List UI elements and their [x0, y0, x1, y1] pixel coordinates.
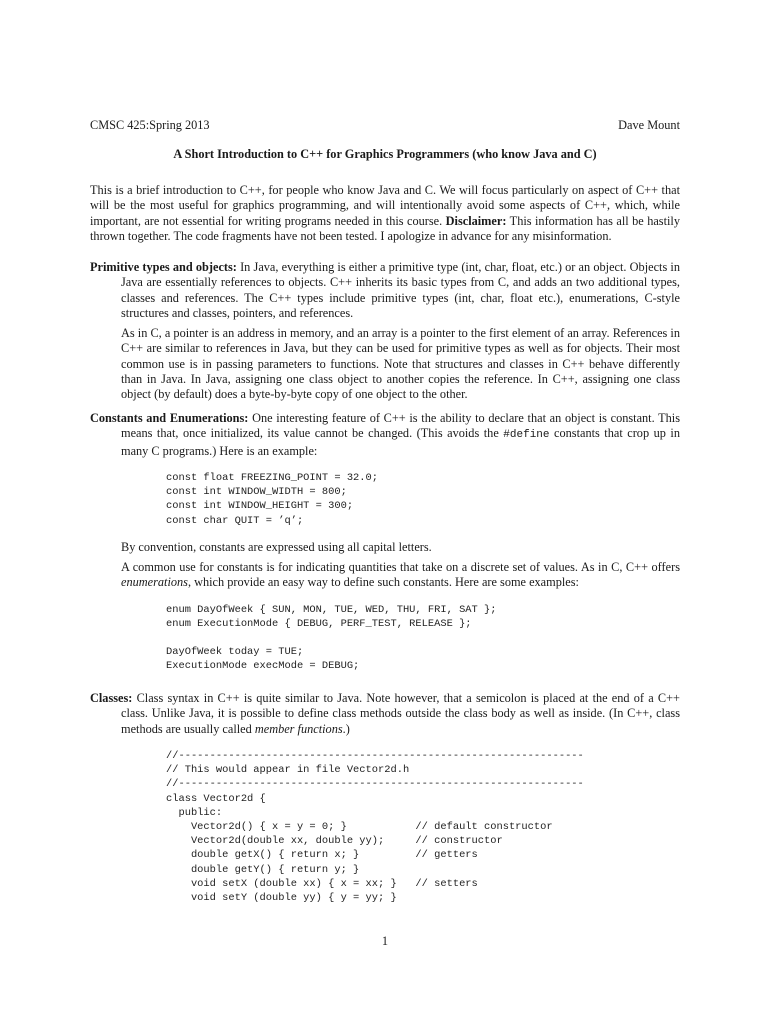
code-block-vector2d: //----------------------------------------------------------------- // This would appear in file Vector2d.h //----------------------------------------------------------------- class Vector2d { public: Vector2d() { x = y = 0; } // default constructor Vector2d(double xx, double yy); // constructor double getX() { return x; } // getters double getY() { return y; } void setX (double xx) { x = xx; } // setters void setY (double yy) { y = yy; } — [166, 749, 584, 904]
section-classes — [90, 691, 680, 917]
course-label: CMSC 425:Spring 2013 — [90, 118, 210, 132]
section-heading-constants: Constants and Enumerations: — [90, 411, 249, 425]
constants-paragraph-1: Constants and Enumerations: One interesting feature of C++ is the ability to declare that an object is constant. This means that, once initialized, its value cannot be changed. (This avoids the #define constants that crop up in many C programs.) Here is an example: — [90, 411, 680, 458]
code-block-constants: const float FREEZING_POINT = 32.0; const int WINDOW_WIDTH = 800; const int WINDOW_HEIGHT = 300; const char QUIT = ’q’; — [166, 471, 379, 527]
code-block-enumerations: enum DayOfWeek { SUN, MON, TUE, WED, THU, FRI, SAT }; enum ExecutionMode { DEBUG, PERF_TEST, RELEASE }; DayOfWeek today = TUE; ExecutionMode execMode = DEBUG; — [166, 603, 497, 673]
disclaimer-label: Disclaimer: — [445, 213, 507, 228]
constants-paragraph-3: A common use for constants is for indicating quantities that take on a discrete set of values. As in C, C++ offers enumerations, which provide an easy way to define such constants. Here are some examples: — [121, 560, 680, 590]
primitive-paragraph-1: Primitive types and objects: In Java, everything is either a primitive type (int, char, float, etc.) or an object. Objects in Java are essentially references to objects. C++ inherits its basic types from C, and adds an two additional types, classes and references. The C++ types include primitive types (int, char, float etc.), enumerations, C-style structures and classes, pointers, and references. — [90, 260, 680, 320]
page-number: 1 — [381, 934, 389, 948]
section-constants — [90, 411, 680, 686]
document-title: A Short Introduction to C++ for Graphics Programmers (who know Java and C) — [173, 147, 597, 161]
constants-paragraph-2: By convention, constants are expressed using all capital letters. — [121, 539, 432, 554]
section-primitive-types — [90, 260, 680, 408]
author-name: Dave Mount — [618, 118, 680, 132]
intro-text: This is a brief introduction to C++, for people who know Java and C. We will focus particularly on aspect of C++ that will be the most useful for graphics programming, and will intentionally avoid some aspects of C++, which, while important, are not essential for writing programs needed in this course. — [90, 183, 680, 228]
define-code: #define — [503, 429, 550, 442]
section-heading-classes: Classes: — [90, 691, 133, 705]
enumerations-term: enumerations — [121, 575, 188, 590]
section-heading-primitive: Primitive types and objects: — [90, 260, 237, 274]
member-functions-term: member functions — [254, 721, 343, 736]
page-header — [90, 118, 680, 134]
classes-paragraph-1: Classes: Class syntax in C++ is quite similar to Java. Note however, that a semicolon is placed at the end of a C++ class. Unlike Java, it is possible to define class methods outside the class body as well as inside. (In C++, class methods are usually called member functions.) — [90, 691, 680, 736]
primitive-paragraph-2: As in C, a pointer is an address in memory, and an array is a pointer to the first element of an array. References in C++ are similar to references in Java, but they can be used for primitive types as well as for objects. Their most common use is in passing parameters to functions. Note that structures and classes in C++ behave differently than in Java. In Java, assigning one class object to another copies the reference. In C++, assigning one class object (by default) does a byte-by-byte copy of one object to the other. — [121, 326, 680, 402]
intro-paragraph — [90, 183, 680, 244]
disclaimer-text: This information has all be hastily thrown together. The code fragments have not been tested. I apologize in advance for any misinformation. — [90, 213, 680, 243]
